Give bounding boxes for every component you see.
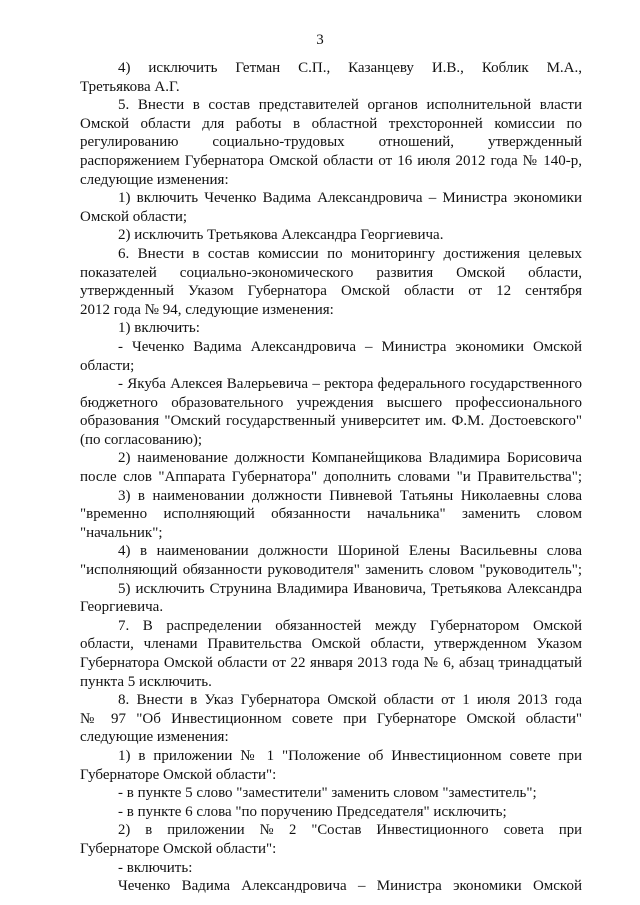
p8-item-2-line-1: 2) в приложении № 2 "Состав Инвестиционного совета при <box>118 822 582 839</box>
item-4-exclude-line-2: Третьякова А.Г. <box>80 78 180 95</box>
paragraph-6-line-4: 2012 года № 94, следующие изменения: <box>80 301 334 318</box>
p6-item-1-yakub-line-3: образования "Омский государственный университет им. Ф.М. Достоевского" <box>80 413 582 430</box>
p8-item-1-point-5: - в пункте 5 слово "заместители" заменить словом "заместитель"; <box>118 785 537 802</box>
p6-item-1-chechenko-line-1: - Чеченко Вадима Александровича – Министра экономики Омской <box>118 338 582 355</box>
p8-item-1-line-1: 1) в приложении № 1 "Положение об Инвестиционном совете при <box>118 747 582 764</box>
page-number: 3 <box>316 32 324 48</box>
p6-item-2-line-2: после слов "Аппарата Губернатора" дополнить словами "и Правительства"; <box>80 469 582 486</box>
p6-item-3-line-3: "начальник"; <box>80 524 163 541</box>
p5-item-1-line-1: 1) включить Чеченко Вадима Александровича – Министра экономики <box>118 190 582 207</box>
p5-item-2-line-1: 2) исключить Третьякова Александра Георгиевича. <box>118 227 444 244</box>
p8-item-2-include: - включить: <box>118 859 193 876</box>
p8-item-1-point-6: - в пункте 6 слова "по поручению Председателя" исключить; <box>118 803 507 820</box>
p6-item-3-line-2: "временно исполняющий обязанности начальника" заменить словом <box>80 506 582 523</box>
paragraph-5-line-2: Омской области для работы в областной трехсторонней комиссии по <box>80 115 582 132</box>
p8-item-1-line-2: Губернаторе Омской области": <box>80 766 277 783</box>
p6-item-2-line-1: 2) наименование должности Компанейщикова Владимира Борисовича <box>118 450 582 467</box>
paragraph-5-line-5: следующие изменения: <box>80 171 229 188</box>
paragraph-5-line-4: распоряжением Губернатора Омской области от 16 июля 2012 года № 140-р, <box>80 152 582 169</box>
p8-item-2-chechenko: Чеченко Вадима Александровича – Министра экономики Омской <box>118 878 582 895</box>
p6-item-3-line-1: 3) в наименовании должности Пивневой Татьяны Николаевны слова <box>118 487 582 504</box>
paragraph-6-line-3: утвержденный Указом Губернатора Омской области от 12 сентября <box>80 283 582 300</box>
paragraph-5-line-1: 5. Внести в состав представителей органов исполнительной власти <box>118 97 582 114</box>
p6-item-1-yakub-line-4: (по согласованию); <box>80 431 203 448</box>
paragraph-8-line-3: следующие изменения: <box>80 729 229 746</box>
p5-item-1-line-2: Омской области; <box>80 208 188 225</box>
paragraph-8-line-1: 8. Внести в Указ Губернатора Омской области от 1 июля 2013 года <box>118 692 582 709</box>
paragraph-6-line-2: показателей социально-экономического развития Омской области, <box>80 264 582 281</box>
p6-item-1-yakub-line-2: бюджетного образовательного учреждения высшего профессионального <box>80 394 582 411</box>
p6-item-4-line-2: "исполняющий обязанности руководителя" заменить словом "руководитель"; <box>80 562 582 579</box>
item-4-exclude-line-1: 4) исключить Гетман С.П., Казанцеву И.В., Коблик М.А., <box>118 60 582 76</box>
paragraph-7-line-2: области, членами Правительства Омской области, утвержденном Указом <box>80 636 582 653</box>
p6-item-1-yakub-line-1: - Якуба Алексея Валерьевича – ректора федерального государственного <box>118 376 582 393</box>
paragraph-5-line-3: регулированию социально-трудовых отношений, утвержденный <box>80 134 582 151</box>
paragraph-7-line-1: 7. В распределении обязанностей между Губернатором Омской <box>118 617 582 634</box>
p6-item-5-line-2: Георгиевича. <box>80 599 164 616</box>
document-body <box>80 59 582 896</box>
paragraph-7-line-3: Губернатора Омской области от 22 января 2013 года № 6, абзац тринадцатый <box>80 655 582 671</box>
p6-item-4-line-1: 4) в наименовании должности Шориной Елены Васильевны слова <box>118 543 582 560</box>
paragraph-8-line-2: № 97 "Об Инвестиционном совете при Губернаторе Омской области" <box>80 710 582 727</box>
p6-item-1-include: 1) включить: <box>118 320 200 337</box>
p6-item-5-line-1: 5) исключить Струнина Владимира Ивановича, Третьякова Александра <box>118 580 582 597</box>
paragraph-7-line-4: пункта 5 исключить. <box>80 673 212 690</box>
paragraph-6-line-1: 6. Внести в состав комиссии по мониторингу достижения целевых <box>118 245 582 262</box>
p6-item-1-chechenko-line-2: области; <box>80 357 135 374</box>
p8-item-2-line-2: Губернаторе Омской области": <box>80 840 277 857</box>
